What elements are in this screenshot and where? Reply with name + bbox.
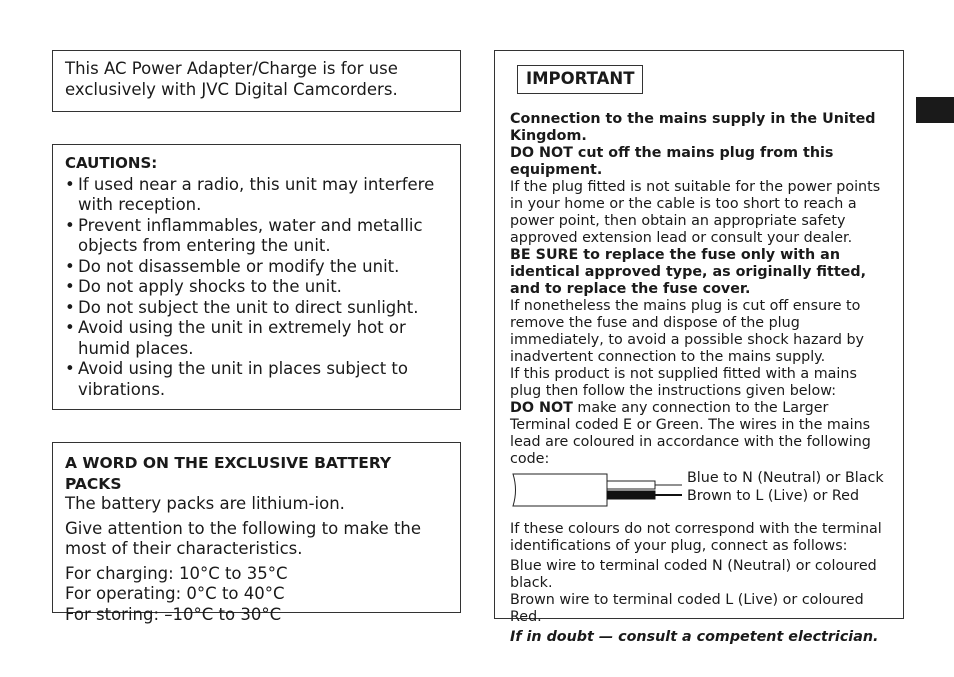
be-sure-warning: BE SURE to replace the fuse only with an identical approved type, as originally fitted, and to replace the fuse cover. xyxy=(510,247,867,297)
adapter-notice-box xyxy=(52,50,461,112)
battery-intro: The battery packs are lithium-ion. xyxy=(65,494,345,513)
battery-charging-range: For charging: 10°C to 35°C xyxy=(65,563,288,583)
wire-labels xyxy=(687,469,884,505)
notice-line-1: This AC Power Adapter/Charge is for use xyxy=(65,59,398,78)
caution-item: • Do not subject the unit to direct sunlight. xyxy=(65,298,448,319)
important-para-4-text: make any connection to the Larger Terminal coded E or Green. The wires in the mains lead are coloured in accordance with the following code: xyxy=(510,400,871,467)
important-para-1: If the plug fitted is not suitable for the power points in your home or the cable is too short to reach a power point, then obtain an appropriate safety approved extension lead or consult your dealer. xyxy=(510,179,881,246)
battery-storing-range: For storing: –10°C to 30°C xyxy=(65,604,282,624)
important-box xyxy=(494,50,904,645)
battery-packs-box xyxy=(52,442,461,624)
caution-item: • Avoid using the unit in places subject to vibrations. xyxy=(65,359,448,400)
important-badge: IMPORTANT xyxy=(517,65,643,94)
mains-cable-icon xyxy=(510,472,685,512)
notice-line-2: exclusively with JVC Digital Camcorders. xyxy=(65,79,398,99)
caution-item: • Do not disassemble or modify the unit. xyxy=(65,257,448,278)
consult-electrician-note: If in doubt — consult a competent electrician. xyxy=(510,629,879,645)
important-heading: Connection to the mains supply in the United Kingdom. xyxy=(510,111,876,144)
caution-item: • Do not apply shocks to the unit. xyxy=(65,277,448,298)
section-tab-marker xyxy=(916,97,954,123)
do-not-lead: DO NOT xyxy=(510,400,573,416)
cautions-list xyxy=(65,175,448,401)
battery-operating-range: For operating: 0°C to 40°C xyxy=(65,584,285,603)
important-para-3: If this product is not supplied fitted with a mains plug then follow the instructions given below: xyxy=(510,366,857,399)
cautions-title: CAUTIONS: xyxy=(65,154,158,172)
battery-title: A WORD ON THE EXCLUSIVE BATTERY PACKS xyxy=(65,454,392,493)
important-para-6: Blue wire to terminal coded N (Neutral) or coloured black. xyxy=(510,558,877,591)
wire-brown-label: Brown to L (Live) or Red xyxy=(687,488,860,504)
important-para-7: Brown wire to terminal coded L (Live) or coloured Red. xyxy=(510,592,864,625)
wire-diagram xyxy=(510,472,888,512)
important-para-5: If these colours do not correspond with the terminal identifications of your plug, connect as follows: xyxy=(510,521,882,554)
important-para-4 xyxy=(510,400,888,468)
cautions-box xyxy=(52,144,461,410)
caution-item: • If used near a radio, this unit may interfere with reception. xyxy=(65,175,448,216)
battery-advice: Give attention to the following to make the most of their characteristics. xyxy=(65,518,422,558)
caution-item: • Prevent inflammables, water and metallic objects from entering the unit. xyxy=(65,216,448,257)
do-not-cut-warning: DO NOT cut off the mains plug from this equipment. xyxy=(510,145,834,178)
wire-blue-label: Blue to N (Neutral) or Black xyxy=(687,470,884,486)
caution-item: • Avoid using the unit in extremely hot or humid places. xyxy=(65,318,448,359)
important-para-2: If nonetheless the mains plug is cut off ensure to remove the fuse and dispose of the plug immediately, to avoid a possible shock hazard by inadvertent connection to the mains supply. xyxy=(510,298,865,365)
